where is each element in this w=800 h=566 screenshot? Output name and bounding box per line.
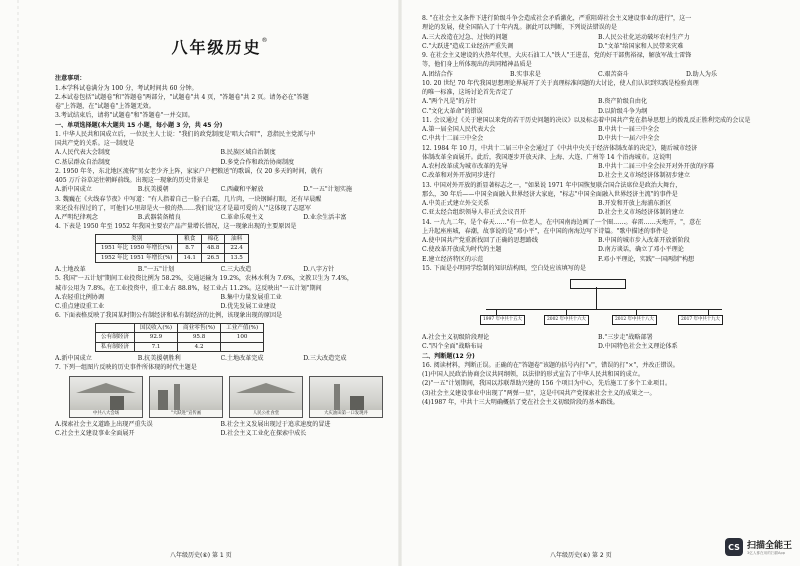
option: A.严明纪律观念 bbox=[55, 214, 98, 222]
option: C.使改革开放成为时代的主题 bbox=[422, 246, 502, 254]
option-list bbox=[422, 333, 774, 352]
knowledge-structure-diagram bbox=[483, 279, 774, 331]
table-cell: 1952 年比 1951 年增长(%) bbox=[96, 253, 178, 263]
question-text: 16. 阅读材料，判断正误。正确的在"答题卷"该题的括号内打"√"，错误的打"×"，并改正错误。 bbox=[422, 361, 679, 369]
option: A.土地改革 bbox=[55, 266, 86, 274]
question-text: 理论的发展，使全国陷入了十年内乱。据此可以判断，下列说法错误的是 bbox=[422, 24, 617, 32]
question-text: 8. "在社会主义条件下进行阶级斗争会造成社会矛盾激化，严重阻碍社会主义建设事业的进行"，这一 bbox=[422, 15, 692, 22]
option: C.亚太经合组织领导人非正式会议召开 bbox=[422, 209, 526, 217]
option: D.八字方针 bbox=[303, 266, 335, 274]
page-footer: 八年级历史(⑥) 第 2 页 bbox=[550, 551, 612, 559]
table-cell: 26.5 bbox=[201, 253, 224, 263]
option: D.多党合作和政治协商制度 bbox=[220, 158, 295, 166]
question-text: 上升起座座城，春潮，故事说的是"邓小平"，在中国的南海边写下诗篇。"歌中描述的事件是 bbox=[422, 227, 669, 235]
option: B."一五"计划 bbox=[137, 266, 175, 274]
option: D.南方谈话，确立了邓小平理论 bbox=[598, 246, 684, 254]
blank-box bbox=[570, 279, 626, 289]
option: C.艰苦奋斗 bbox=[598, 70, 629, 78]
economy-table bbox=[95, 323, 264, 353]
question-text: 11. 会议通过《关于建国以来党的若干历史问题的决议》以及标志着中国共产党在指导思想上的拨乱反正胜利完成的会议是 bbox=[422, 116, 751, 124]
option: B.中国的城市步入改革开放新阶段 bbox=[598, 237, 690, 244]
notes-heading: 注意事项： bbox=[55, 75, 86, 83]
table-row bbox=[96, 253, 249, 263]
option: D.中共十一届六中全会 bbox=[598, 135, 660, 143]
table-row bbox=[96, 333, 264, 343]
option-list bbox=[55, 420, 386, 439]
option: C.改革和对外开放同步进行 bbox=[422, 172, 496, 180]
option: A.团结合作 bbox=[422, 70, 453, 78]
question-text: 1. 中华人民共和国成立后，一位民主人士说："我们的政党制度是'唱大合唱'"，意指民主党派与中 bbox=[55, 130, 316, 138]
option: D.中国特色社会主义理论体系 bbox=[598, 343, 678, 351]
option-list bbox=[55, 293, 386, 312]
table-cell: 国民收入(%) bbox=[134, 323, 177, 333]
notes-line: 2.本试卷包括"试题卷"和"答题卷"两部分，"试题卷"共 4 页，"答题卷"共 2 页。请务必在"答题 bbox=[55, 93, 309, 101]
option: A.使中国共产党重新找回了正确的思想路线 bbox=[422, 237, 539, 244]
page-title: 八年级历史® bbox=[171, 37, 270, 57]
question-text: 来还没有捏过的了，可他们心里却是火一般的热……我们说'这才是最可爱的人'"这体现了志愿军 bbox=[55, 204, 311, 212]
option: B.武器装备精良 bbox=[137, 214, 181, 222]
photo-poster: "大跃进"宣传画 bbox=[149, 376, 223, 418]
option-list bbox=[422, 199, 774, 218]
judgment-item: (4)1987 年，中共十三大明确概括了党在社会主义初级阶段的基本路线。 bbox=[422, 398, 619, 406]
diagram-node: 2002 年中共十六大 bbox=[544, 315, 589, 325]
scanner-app-name: 扫描全能王 bbox=[746, 541, 792, 551]
table-cell: 92.9 bbox=[134, 333, 177, 343]
option: C.社会主义建设事业全面展开 bbox=[55, 429, 135, 437]
table-row bbox=[96, 244, 249, 254]
option: D."文革"给国家和人民带来灾难 bbox=[598, 42, 684, 50]
question-text: 13. 中国对外开放的新显著标志之一，"如果说 1971 年中国恢复联合国合法席位是政治大舞台， bbox=[422, 181, 682, 189]
photo-party-congress: 中共八大会场 bbox=[69, 376, 143, 418]
scanner-logo-icon: CS bbox=[725, 538, 743, 556]
option: C.重点建设重工业 bbox=[55, 303, 105, 311]
table-cell: 类别 bbox=[96, 234, 178, 244]
photo-oil-well: 大庆油田第一口发现井 bbox=[309, 376, 383, 418]
option: B.实事求是 bbox=[510, 70, 541, 78]
option: B."三步走"战略部署 bbox=[598, 334, 653, 341]
option: B.中共十一届三中全会 bbox=[598, 126, 660, 133]
table-cell: 油料 bbox=[225, 234, 248, 244]
option: A.人民代表大会制度 bbox=[55, 149, 111, 157]
option: C."四个全面"战略布局 bbox=[422, 343, 483, 351]
notes-line: 3.考试结束后，请将"试题卷"和"答题卷"一并交回。 bbox=[55, 112, 194, 120]
option: C.革命乐观主义 bbox=[220, 214, 264, 222]
diagram-node: 2012 年中共十八大 bbox=[612, 315, 657, 325]
option: E.建立经济特区的示范 bbox=[422, 255, 484, 263]
option-list bbox=[422, 125, 774, 144]
option: D.优先发展工业建设 bbox=[220, 303, 276, 311]
question-text: 10. 20 世纪 70 年代我国思想理论界展开了关于真理标准问题的大讨论，使人们认识到实践是检验真理 bbox=[422, 79, 699, 87]
judgment-item: (1)中国人民政治协商会议共同纲领，以法律的形式宣告了中华人民共和国的成立。 bbox=[422, 371, 644, 378]
table-cell: 14.1 bbox=[178, 253, 201, 263]
table-cell: 48.8 bbox=[201, 244, 224, 254]
table-cell: 粮食 bbox=[178, 234, 201, 244]
option: A.农村改革成为城市改革的先导 bbox=[422, 163, 508, 170]
question-text: 15. 下面是小明同学绘制的知识结构图，空白处应该填写的是 bbox=[422, 264, 586, 272]
question-text: 14. 一九九二年，是个春天……"有一位老人，在中国南海边画了一个圈……。春雷……天地开，"，意在 bbox=[422, 218, 702, 226]
option: D.助人为乐 bbox=[686, 70, 717, 78]
page-2 bbox=[400, 0, 800, 566]
option-list bbox=[422, 236, 774, 264]
option: C.基层群众自治制度 bbox=[55, 158, 111, 166]
option-list bbox=[55, 185, 386, 194]
option: A.农轻重比例协调 bbox=[55, 293, 104, 301]
option: B.抗美援朝胜利 bbox=[137, 355, 181, 363]
connector-line bbox=[596, 287, 597, 309]
option: D.三大改造完成 bbox=[303, 355, 347, 363]
option: B.社会主义发展出现过于追求速度的冒进 bbox=[220, 420, 331, 428]
option-list bbox=[422, 162, 774, 181]
page-footer: 八年级历史(⑥) 第 1 页 bbox=[170, 551, 232, 559]
option: D.社会主义市场经济体制初步建立 bbox=[598, 172, 690, 180]
table-cell: 7.1 bbox=[134, 342, 177, 352]
question-text: 5. 我国"一五计划"期间工业投资比例为 58.2%，交通运输为 19.2%，农林水利为 7.6%，文教卫生为 7.4%， bbox=[55, 275, 353, 283]
production-table bbox=[95, 234, 249, 264]
question-text: 的唯一标准，这场讨论首先否定了 bbox=[422, 89, 514, 96]
table-cell: 工业产值(%) bbox=[221, 323, 264, 333]
option: A.中美正式建立外交关系 bbox=[422, 200, 490, 207]
option: B.资产阶级自由化 bbox=[598, 98, 648, 106]
question-text: 7. 下列一组图片反映的历史事件所体现的时代主题是 bbox=[55, 364, 197, 372]
option: C."大跃进"造成工业经济严重失调 bbox=[422, 42, 514, 50]
table-cell: 公有制经济 bbox=[96, 333, 135, 343]
option: A.社会主义初级阶段理论 bbox=[422, 334, 490, 341]
option: C.土地改革完成 bbox=[220, 355, 264, 363]
question-text: 城市公用为 7.8%。在工业投资中，重工业占 88.8%，轻工业占 11.2%。这反映出"一五计划"期间 bbox=[55, 284, 322, 292]
table-cell: 1951 年比 1950 年增长(%) bbox=[96, 244, 178, 254]
table-header-row bbox=[96, 234, 249, 244]
option: B.中共十二届三中全会拉开对外开放的序幕 bbox=[598, 163, 715, 170]
question-text: 等，他们身上所体现出的共同精神品质是 bbox=[422, 61, 532, 69]
option-list bbox=[55, 213, 386, 222]
connector-line bbox=[486, 309, 722, 310]
option-list bbox=[422, 97, 774, 116]
judgment-item: (3)社会主义建设事业中出现了"两弹一星"，这是中国共产党探索社会主义的成果之一。 bbox=[422, 389, 656, 397]
option-list bbox=[422, 33, 774, 52]
scanner-tagline: 3亿人都在用的扫描App bbox=[746, 551, 786, 555]
question-text: 6. 下面表格反映了我国某时期公有制经济和私有制经济的比例，该现象出现的原因是 bbox=[55, 312, 283, 320]
option-list bbox=[422, 70, 774, 79]
option-list bbox=[55, 148, 386, 167]
diagram-node: 2017 年中共十九大 bbox=[678, 315, 723, 325]
table-cell: 95.8 bbox=[178, 333, 221, 343]
question-text: 405 万斤谷草运往朝鲜前线。出现这一现象的历史背景是 bbox=[55, 177, 209, 185]
table-cell: 22.4 bbox=[225, 244, 248, 254]
table-header-row bbox=[96, 323, 264, 333]
option: A.新中国成立 bbox=[55, 355, 92, 363]
photo-strip bbox=[69, 376, 386, 418]
table-cell: 8.7 bbox=[178, 244, 201, 254]
table-cell bbox=[221, 342, 264, 352]
option: B.集中力量发展重工业 bbox=[220, 293, 282, 301]
option: C.三大改造 bbox=[220, 266, 252, 274]
table-cell: 4.2 bbox=[178, 342, 221, 352]
option: D.社会主义市场经济体制的建立 bbox=[598, 209, 684, 217]
question-text: 体制改革全面展开。此后，我国逐步开放天津、上海、大连、广州等 14 个沿海城市。这说明 bbox=[422, 153, 672, 161]
question-text: 9. 在社会主义建设的火热年代里，大庆石油工人"铁人"王进喜，党的好干部焦裕禄，解放军战士雷锋 bbox=[422, 52, 692, 59]
option: D."一五"计划实施 bbox=[303, 186, 353, 194]
option: B.人民公社化运动破坏农村生产力 bbox=[598, 33, 690, 41]
option: B.民族区域自治制度 bbox=[220, 149, 276, 157]
option: A.三大改造在过急、过快的问题 bbox=[422, 33, 508, 41]
table-cell: 棉花 bbox=[201, 234, 224, 244]
question-text: 国共产党的关系。这一制度是 bbox=[55, 140, 135, 148]
table-row bbox=[96, 342, 264, 352]
option-list bbox=[55, 354, 386, 363]
scanner-watermark bbox=[725, 538, 792, 556]
table-cell: 商业零售(%) bbox=[178, 323, 221, 333]
option-list bbox=[55, 265, 386, 274]
table-cell: 100 bbox=[221, 333, 264, 343]
table-cell bbox=[96, 323, 135, 333]
table-cell: 13.5 bbox=[225, 253, 248, 263]
option: B.开发和开放上海浦东新区 bbox=[598, 200, 672, 207]
option: A.新中国成立 bbox=[55, 186, 92, 194]
option: C.中共十二届三中全会 bbox=[422, 135, 484, 143]
notes-line: 卷"上答题，在"试题卷"上答题无效。 bbox=[55, 103, 155, 111]
diagram-node: 1997 年中共十五大 bbox=[480, 315, 525, 325]
notes-line: 1.本学科试卷满分为 100 分，考试时间共 60 分钟。 bbox=[55, 84, 198, 92]
option: C.西藏和平解放 bbox=[220, 186, 264, 194]
question-text: 2. 1950 年冬，东北地区流传"男女老少齐上阵，家家户户把粮送"的歌谣，仅 20 多天的时间，就有 bbox=[55, 167, 323, 175]
photo-canteen: 人民公社食堂 bbox=[229, 376, 303, 418]
judgment-item: (2)"一五"计划期间，我国以苏联帮助兴建的 156 个项目为中心，先后施工了多个工业项目。 bbox=[422, 380, 672, 388]
option: D.社会主义工业化在探索中成长 bbox=[220, 429, 307, 437]
table-cell: 私有制经济 bbox=[96, 342, 135, 352]
section-heading: 二、判断题(12 分) bbox=[422, 352, 475, 360]
option: A."两个凡是"的方针 bbox=[422, 98, 477, 106]
option: D.业余生活丰富 bbox=[303, 214, 347, 222]
option: B.抗美援朝 bbox=[137, 186, 169, 194]
option: F.邓小平理论，实践"一国两制"构想 bbox=[598, 255, 695, 263]
question-text: 12. 1984 年 10 月，中共十二届三中全会通过了《中共中央关于经济体制改革的决定》，随后城市经济 bbox=[422, 144, 698, 152]
option: A.第一届全国人民代表大会 bbox=[422, 126, 496, 133]
option: C."文化大革命"的错误 bbox=[422, 107, 483, 115]
option: D.以阶级斗争为纲 bbox=[598, 107, 648, 115]
question-text: 4. 下表是 1950 年至 1952 年我国主要农产品产量增长情况，这一现象出现的主要原因是 bbox=[55, 223, 297, 231]
option: A.探索社会主义道路上出现严重失误 bbox=[55, 420, 153, 428]
section-heading: 一、单项选择题(本大题共 15 小题，每小题 3 分，共 45 分) bbox=[55, 121, 223, 129]
question-text: 那么，30 年后——中国全面融入世界经济大家庭，"标志"中国全面融入世界经济主流"的事件是 bbox=[422, 190, 678, 198]
question-text: 3. 魏巍在《火线春节夜》中写道："有人指着自己一脸子白霜，几片肉，一块钢鲜打眼，还有早晨醒 bbox=[55, 195, 322, 203]
